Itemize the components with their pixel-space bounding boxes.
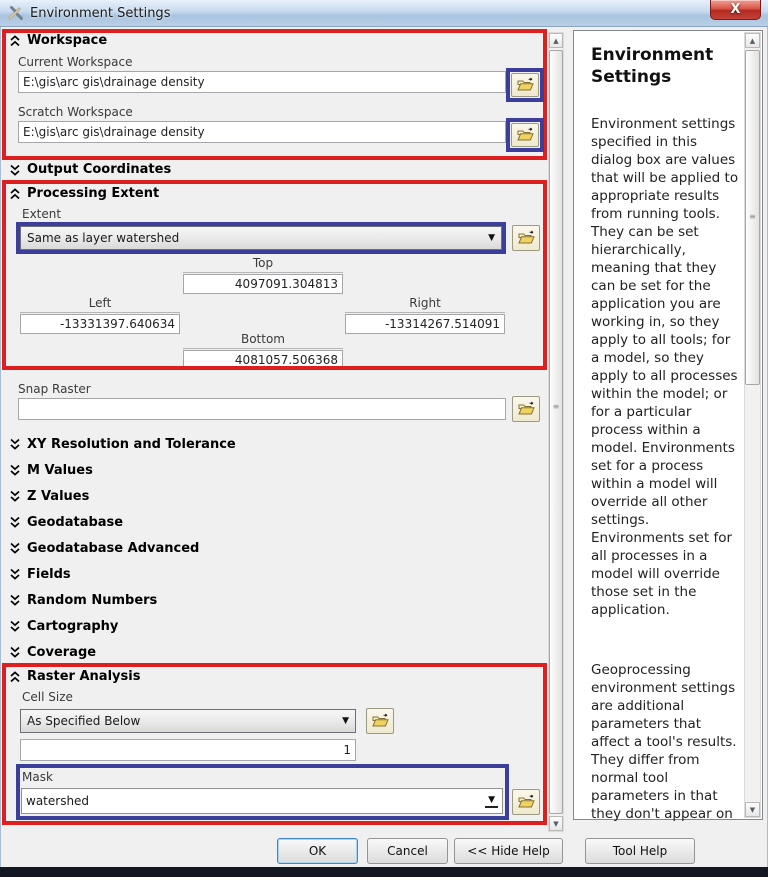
mask-combobox-value: watershed [26, 794, 90, 808]
scroll-up-icon[interactable]: ▲ [745, 33, 760, 48]
open-folder-icon [372, 712, 389, 731]
double-chevron-down-icon [10, 594, 20, 606]
cell-size-browse-button[interactable] [366, 708, 394, 734]
open-folder-icon [518, 229, 535, 248]
help-panel [573, 30, 763, 820]
window-title: Environment Settings [30, 6, 171, 21]
double-chevron-up-icon [10, 188, 20, 200]
section-header-geodatabase-advanced[interactable] [10, 535, 530, 561]
help-scrollbar-thumb[interactable] [745, 50, 760, 385]
double-chevron-down-icon [10, 620, 20, 632]
hide-help-button[interactable]: << Hide Help [454, 838, 563, 864]
close-button[interactable]: X [710, 0, 761, 20]
extent-left-input[interactable] [20, 314, 180, 334]
mask-label: Mask [22, 770, 53, 784]
extent-right-label: Right [345, 296, 505, 313]
form-scrollbar-thumb[interactable] [549, 50, 563, 814]
help-paragraph-1: Environment settings specified in this dialog box are values that will be applied to appropriate results from running tools. They can be set hierarchically, meaning that they can be set for the application you are working in, so they apply to all tools; for a model, so they apply to all processes within the model; or for a particular process within a model. Environments set for a process within a model will override all other settings. Environments set for all processes in a model will override those set in the application. [591, 116, 739, 618]
extent-browse-button[interactable] [512, 225, 540, 251]
section-header-m-values[interactable] [10, 457, 530, 483]
scroll-up-icon[interactable]: ▲ [549, 33, 563, 48]
section-title: Raster Analysis [27, 669, 141, 684]
double-chevron-down-icon [10, 490, 20, 502]
scrollbar-grip-icon: ≡ [749, 212, 756, 221]
section-header-cartography[interactable] [10, 613, 530, 639]
open-folder-icon [518, 793, 535, 812]
extent-left-label: Left [20, 296, 180, 313]
snap-raster-browse-button[interactable] [512, 396, 540, 422]
open-folder-icon [517, 76, 534, 95]
section-header-workspace[interactable] [10, 33, 107, 48]
double-chevron-down-icon [10, 164, 20, 176]
help-scrollbar[interactable] [744, 32, 761, 818]
extent-top-label: Top [183, 256, 343, 273]
double-chevron-down-icon [10, 568, 20, 580]
open-folder-icon [517, 126, 534, 145]
section-title: M Values [27, 462, 93, 478]
double-chevron-down-icon [10, 542, 20, 554]
double-chevron-down-icon [10, 516, 20, 528]
cell-size-dropdown[interactable] [20, 709, 356, 733]
scratch-workspace-browse-button[interactable] [511, 123, 539, 147]
section-header-coverage[interactable] [10, 639, 530, 665]
section-title: Coverage [27, 644, 97, 660]
section-title: XY Resolution and Tolerance [27, 436, 236, 452]
section-title: Processing Extent [27, 186, 160, 201]
current-workspace-label: Current Workspace [18, 55, 133, 69]
section-header-xy-resolution[interactable] [10, 431, 530, 457]
scrollbar-grip-icon: ≡ [552, 402, 560, 411]
scroll-down-icon[interactable]: ▼ [745, 802, 760, 817]
double-chevron-down-icon [10, 646, 20, 658]
chevron-down-icon: ▼ [342, 716, 349, 726]
form-scrollbar[interactable] [548, 32, 564, 832]
section-header-output-coordinates[interactable] [10, 162, 171, 177]
current-workspace-browse-button[interactable] [511, 73, 539, 97]
scratch-workspace-label: Scratch Workspace [18, 105, 133, 119]
mask-browse-button[interactable] [512, 789, 540, 815]
mask-combobox[interactable] [21, 788, 503, 814]
section-header-z-values[interactable] [10, 483, 530, 509]
section-title: Geodatabase [27, 514, 124, 530]
section-header-raster-analysis[interactable] [10, 669, 140, 684]
double-chevron-up-icon [10, 671, 20, 683]
extent-bottom-label: Bottom [183, 332, 343, 349]
scratch-workspace-input[interactable] [18, 121, 506, 143]
extent-label: Extent [22, 207, 62, 221]
section-title: Geodatabase Advanced [27, 540, 200, 556]
double-chevron-down-icon [10, 438, 20, 450]
double-chevron-down-icon [10, 464, 20, 476]
help-paragraph-2: Geoprocessing environment settings are additional parameters that affect a tool's results. They differ from normal tool parameters in that they don't appear on [591, 662, 737, 822]
cell-size-dropdown-value: As Specified Below [27, 714, 141, 728]
section-header-fields[interactable] [10, 561, 530, 587]
section-title: Random Numbers [27, 592, 158, 608]
window-bottom-edge [0, 867, 768, 877]
section-title: Output Coordinates [27, 162, 172, 177]
tools-icon [8, 5, 24, 25]
snap-raster-input[interactable] [18, 398, 506, 420]
section-header-geodatabase[interactable] [10, 509, 530, 535]
chevron-down-icon: ▼ [488, 233, 495, 243]
snap-raster-label: Snap Raster [18, 382, 91, 396]
collapsed-sections-list [10, 431, 530, 665]
open-folder-icon [518, 400, 535, 419]
title-bar [0, 0, 768, 27]
extent-dropdown-value: Same as layer watershed [27, 231, 180, 245]
extent-bottom-input[interactable] [183, 350, 343, 370]
cancel-button[interactable]: Cancel [367, 838, 448, 864]
chevron-down-icon: ▼ [485, 795, 498, 808]
cell-size-value-input[interactable] [20, 739, 356, 761]
section-header-random-numbers[interactable] [10, 587, 530, 613]
double-chevron-up-icon [10, 35, 20, 47]
extent-right-input[interactable] [345, 314, 505, 334]
section-title: Workspace [27, 33, 108, 48]
tool-help-button[interactable]: Tool Help [585, 838, 695, 864]
cell-size-label: Cell Size [22, 690, 73, 704]
extent-top-input[interactable] [183, 274, 343, 294]
section-title: Fields [27, 566, 71, 582]
section-title: Cartography [27, 618, 119, 634]
section-header-processing-extent[interactable] [10, 186, 159, 201]
help-title: Environment Settings [591, 45, 714, 87]
scroll-down-icon[interactable]: ▼ [549, 816, 563, 831]
ok-button[interactable]: OK [277, 838, 358, 864]
current-workspace-input[interactable] [18, 71, 506, 93]
section-title: Z Values [27, 488, 90, 504]
extent-dropdown[interactable] [20, 226, 502, 250]
